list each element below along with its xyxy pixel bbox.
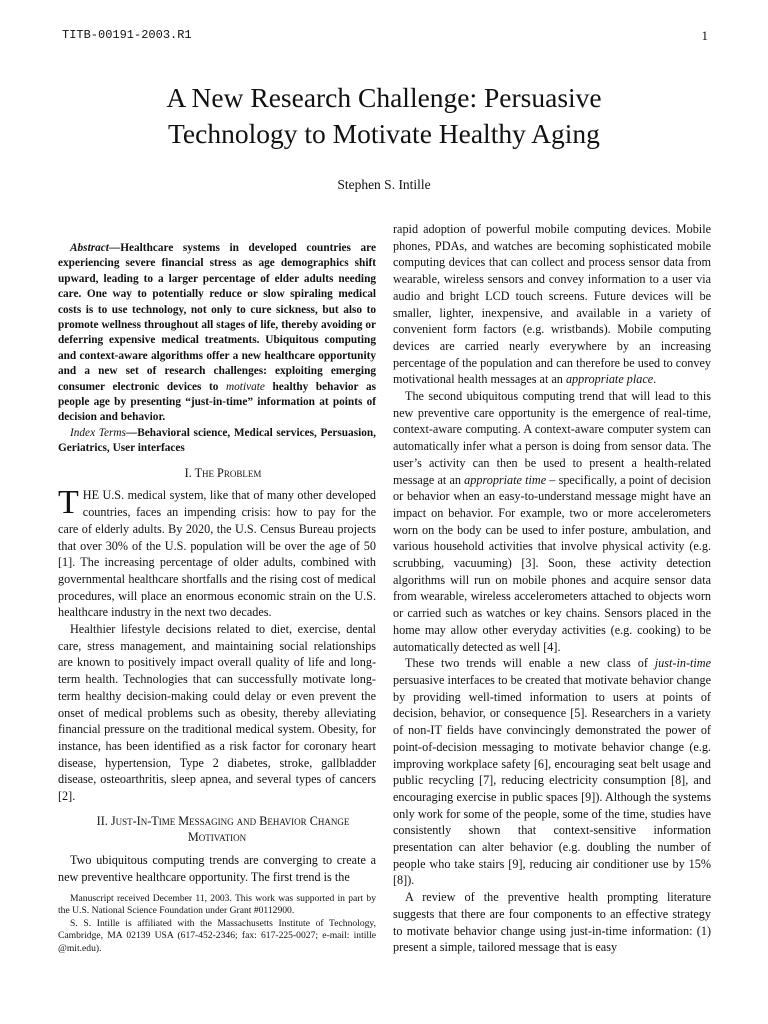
index-terms xyxy=(58,426,376,457)
footnote-manuscript: Manuscript received December 11, 2003. This work was supported in part by the U.S. National Science Foundation under Grant #0112900. xyxy=(58,893,376,917)
title-line-2: Technology to Motivate Healthy Aging xyxy=(168,118,600,149)
section-2-paragraph-1: Two ubiquitous computing trends are converging to create a new preventive healthcare opportunity. The first trend is the xyxy=(58,853,376,884)
section-1-heading: I. The Problem xyxy=(184,465,262,480)
right-paragraph-3-emphasis: just-in-time xyxy=(654,656,711,671)
running-head: TITB-00191-2003.R1 xyxy=(62,28,192,42)
index-terms-lead: Index Terms xyxy=(70,426,126,439)
section-2-heading xyxy=(58,813,376,846)
author-name: Stephen S. Intille xyxy=(337,177,431,192)
abstract xyxy=(58,241,376,426)
footnote-affiliation: S. S. Intille is affiliated with the Massachusetts Institute of Technology, Cambridge, MA 02139 USA (617-452-2346; fax: 617-225-0027; e-mail: intille @mit.edu). xyxy=(58,917,376,954)
abstract-text-1: —Healthcare systems in developed countries are experiencing severe financial stress as age demographics shift upward, leading to a larger percentage of elder adults needing care. One way to potentially reduce or slow spiraling medical costs is to use technology, not only to cure sickness, but also to promote wellness throughout all stages of life, thereby avoiding or deferring expensive medical treatments. Ubiquitous computing and context-aware algorithms offer a new healthcare opportunity and a new set of research challenges: exploiting emerging consumer electronic devices to xyxy=(58,242,376,393)
right-paragraph-1-text: rapid adoption of powerful mobile computing devices. Mobile phones, PDAs, and watches are becoming sophisticated mobile computing devices that can collect and process sensor data from wearable, wireless sensors and convey information to a user via audio and bright LCD touch screens. Future devices will be smaller, lighter, inexpensive, and available in a variety of convenient form factors (e.g. wristbands). Mobile computing devices are carried nearly everywhere by an increasing percentage of the population and can therefore be used to convey motivational health messages at an xyxy=(393,222,711,387)
section-1-paragraph-1 xyxy=(58,484,376,621)
section-2-heading-line-1: II. Just-In-Time Messaging and Behavior Change xyxy=(96,813,350,828)
right-paragraph-2 xyxy=(393,388,711,655)
right-paragraph-4: A review of the preventive health prompting literature suggests that there are four components to an effective strategy to motivate behavior change using just-in-time information: (1) present a simple, tailored message that is easy xyxy=(393,890,711,955)
index-terms-text: —Behavioral science, Medical services, Persuasion, Geriatrics, User interfaces xyxy=(58,426,376,455)
section-2-heading-line-2: Motivation xyxy=(187,830,247,845)
title-line-1: A New Research Challenge: Persuasive xyxy=(166,82,602,113)
abstract-emphasis: motivate xyxy=(226,380,265,393)
page-number: 1 xyxy=(701,28,708,43)
right-paragraph-2-rest: – specifically, a point of decision or behavior when an easy-to-understand message might have an impact on behavior. For example, two or more accelerometers worn on the body can be used to infer posture, ambulation, and various household activities that involve physical activity (e.g. scrubbing, vacuuming) [3]. Soon, these activity detection algorithms will run on mobile phones and acquire sensor data from wearable, wireless accelerometers attached to objects worn or carried such as watches or key chains. Sensors placed in the home may allow other everyday activities (e.g. cooking) to be automatically detected as well [4]. xyxy=(393,472,711,654)
right-paragraph-1-emphasis: appropriate place xyxy=(565,372,654,387)
right-column xyxy=(393,221,711,956)
right-paragraph-3 xyxy=(393,655,711,889)
paper-title xyxy=(0,80,768,152)
drop-cap: T xyxy=(58,484,79,522)
left-column xyxy=(58,241,376,886)
right-paragraph-3-rest: persuasive interfaces to be created that motivate behavior change by providing well-timed information to users at points of decision, behavior, or consequence [5]. Researchers in a variety of non-IT fields have convincingly demonstrated the power of point-of-decision messaging to motivate behavior change (e.g. improving workplace safety [6], encouraging seat belt usage and public recycling [7], reducing electricity consumption [8], and encouraging exercise in public spaces [9]). Although the systems only work for some of the people, some of the time, studies have consistently shown that context-sensitive information presentation can alter behavior (e.g. doubling the number of people who take stairs [9], reducing air conditioner use by 15% [8]). xyxy=(393,672,711,888)
right-paragraph-1 xyxy=(393,221,711,388)
section-1-paragraph-2: Healthier lifestyle decisions related to diet, exercise, dental care, stress management, and maintaining social relationships are known to positively impact overall quality of life and long-term health. Technologies that can successfully motivate long-term healthy decision-making could delay or even prevent the onset of medical problems such as obesity, thereby alleviating financial pressure on the traditional medical system. Obesity, for instance, has been identified as a risk factor for coronary heart disease, hypertension, Type 2 diabetes, stroke, gallbladder disease, osteoarthritis, sleep apnea, and several types of cancers [2]. xyxy=(58,622,376,804)
footnote xyxy=(58,893,376,955)
right-paragraph-2-text: The second ubiquitous computing trend that will lead to this new preventive care opportunity is the emergence of real-time, context-aware computing. A context-aware computer system can automatically infer what a person is doing from sensor data. The user’s activity can then be used to present a health-related message at an xyxy=(393,389,711,487)
abstract-text-2: healthy behavior as people age by presenting “just-in-time” information at points of decision and behavior. xyxy=(58,380,376,424)
abstract-lead: Abstract xyxy=(70,242,109,254)
right-paragraph-2-emphasis: appropriate time xyxy=(464,472,547,487)
section-1-paragraph-1-text: HE U.S. medical system, like that of many other developed countries, faces an impending crisis: how to pay for the care of elderly adults. By 2020, the U.S. Census Bureau projects that over 30% of the U.S. population will be over the age of 50 [1]. The increasing percentage of older adults, combined with governmental healthcare shortfalls and the rising cost of medical procedures, will place an enormous economic strain on the U.S. healthcare industry in the next two decades. xyxy=(58,488,376,620)
right-paragraph-1-end: . xyxy=(653,372,657,387)
right-paragraph-3-text: These two trends will enable a new class of xyxy=(405,656,655,671)
